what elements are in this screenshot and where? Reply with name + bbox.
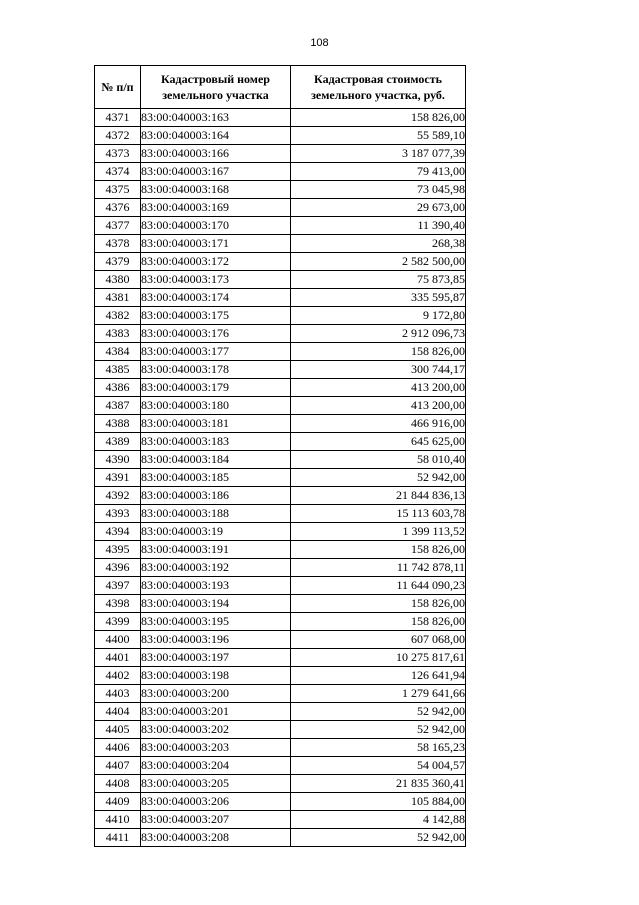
row-number: 4383: [95, 325, 141, 343]
header-num: № п/п: [95, 66, 141, 109]
table-row: [95, 487, 466, 505]
table-row: [95, 343, 466, 361]
row-number: 4392: [95, 487, 141, 505]
cadastral-value-table: [94, 65, 466, 847]
cadastral-value: 158 826,00: [291, 595, 466, 613]
table-row: [95, 163, 466, 181]
table-row: [95, 595, 466, 613]
row-number: 4401: [95, 649, 141, 667]
table-body: [95, 109, 466, 847]
cadastral-value: 11 390,40: [291, 217, 466, 235]
table-row: [95, 613, 466, 631]
table-header: [95, 66, 466, 109]
row-number: 4372: [95, 127, 141, 145]
cadastral-number: 83:00:040003:193: [141, 577, 291, 595]
cadastral-number: 83:00:040003:175: [141, 307, 291, 325]
cadastral-value: 73 045,98: [291, 181, 466, 199]
cadastral-number: 83:00:040003:191: [141, 541, 291, 559]
cadastral-value: 158 826,00: [291, 541, 466, 559]
cadastral-value: 158 826,00: [291, 343, 466, 361]
cadastral-value: 268,38: [291, 235, 466, 253]
cadastral-number: 83:00:040003:184: [141, 451, 291, 469]
cadastral-number: 83:00:040003:173: [141, 271, 291, 289]
cadastral-value: 413 200,00: [291, 397, 466, 415]
table-row: [95, 649, 466, 667]
row-number: 4408: [95, 775, 141, 793]
cadastral-value: 21 835 360,41: [291, 775, 466, 793]
row-number: 4403: [95, 685, 141, 703]
cadastral-value: 52 942,00: [291, 829, 466, 847]
page-number: 108: [310, 37, 329, 49]
row-number: 4371: [95, 109, 141, 127]
cadastral-value: 335 595,87: [291, 289, 466, 307]
table-row: [95, 181, 466, 199]
header-row: [95, 66, 466, 109]
row-number: 4385: [95, 361, 141, 379]
row-number: 4379: [95, 253, 141, 271]
cadastral-number: 83:00:040003:204: [141, 757, 291, 775]
table-row: [95, 793, 466, 811]
row-number: 4410: [95, 811, 141, 829]
row-number: 4380: [95, 271, 141, 289]
cadastral-value: 58 010,40: [291, 451, 466, 469]
cadastral-value: 158 826,00: [291, 109, 466, 127]
table-row: [95, 199, 466, 217]
row-number: 4406: [95, 739, 141, 757]
row-number: 4375: [95, 181, 141, 199]
cadastral-value: 11 644 090,23: [291, 577, 466, 595]
cadastral-value: 9 172,80: [291, 307, 466, 325]
cadastral-number: 83:00:040003:196: [141, 631, 291, 649]
cadastral-value: 126 641,94: [291, 667, 466, 685]
cadastral-value: 1 399 113,52: [291, 523, 466, 541]
table-row: [95, 271, 466, 289]
table-row: [95, 235, 466, 253]
table-row: [95, 325, 466, 343]
table-row: [95, 217, 466, 235]
table-row: [95, 811, 466, 829]
row-number: 4393: [95, 505, 141, 523]
cadastral-number: 83:00:040003:170: [141, 217, 291, 235]
cadastral-value: 4 142,88: [291, 811, 466, 829]
row-number: 4386: [95, 379, 141, 397]
cadastral-value: 52 942,00: [291, 469, 466, 487]
cadastral-number: 83:00:040003:207: [141, 811, 291, 829]
table-row: [95, 289, 466, 307]
cadastral-number: 83:00:040003:198: [141, 667, 291, 685]
table-row: [95, 253, 466, 271]
cadastral-value: 300 744,17: [291, 361, 466, 379]
table-row: [95, 721, 466, 739]
row-number: 4381: [95, 289, 141, 307]
cadastral-number: 83:00:040003:201: [141, 703, 291, 721]
row-number: 4398: [95, 595, 141, 613]
table-row: [95, 397, 466, 415]
table-row: [95, 829, 466, 847]
row-number: 4394: [95, 523, 141, 541]
cadastral-value: 54 004,57: [291, 757, 466, 775]
cadastral-number: 83:00:040003:200: [141, 685, 291, 703]
table-row: [95, 523, 466, 541]
cadastral-value: 52 942,00: [291, 721, 466, 739]
row-number: 4384: [95, 343, 141, 361]
row-number: 4409: [95, 793, 141, 811]
row-number: 4382: [95, 307, 141, 325]
cadastral-value: 158 826,00: [291, 613, 466, 631]
row-number: 4405: [95, 721, 141, 739]
row-number: 4388: [95, 415, 141, 433]
cadastral-number: 83:00:040003:178: [141, 361, 291, 379]
table-row: [95, 361, 466, 379]
cadastral-number: 83:00:040003:168: [141, 181, 291, 199]
cadastral-value: 607 068,00: [291, 631, 466, 649]
cadastral-number: 83:00:040003:164: [141, 127, 291, 145]
row-number: 4373: [95, 145, 141, 163]
cadastral-value: 413 200,00: [291, 379, 466, 397]
row-number: 4404: [95, 703, 141, 721]
cadastral-value: 645 625,00: [291, 433, 466, 451]
row-number: 4389: [95, 433, 141, 451]
table-row: [95, 433, 466, 451]
cadastral-number: 83:00:040003:206: [141, 793, 291, 811]
table-row: [95, 775, 466, 793]
cadastral-value: 2 912 096,73: [291, 325, 466, 343]
cadastral-value: 2 582 500,00: [291, 253, 466, 271]
row-number: 4397: [95, 577, 141, 595]
header-cadastral-number: Кадастровый номер земельного участка: [141, 66, 291, 109]
row-number: 4407: [95, 757, 141, 775]
cadastral-value: 466 916,00: [291, 415, 466, 433]
cadastral-number: 83:00:040003:179: [141, 379, 291, 397]
cadastral-number: 83:00:040003:186: [141, 487, 291, 505]
cadastral-number: 83:00:040003:181: [141, 415, 291, 433]
row-number: 4377: [95, 217, 141, 235]
cadastral-number: 83:00:040003:167: [141, 163, 291, 181]
cadastral-value: 79 413,00: [291, 163, 466, 181]
cadastral-value: 105 884,00: [291, 793, 466, 811]
cadastral-number: 83:00:040003:208: [141, 829, 291, 847]
cadastral-number: 83:00:040003:172: [141, 253, 291, 271]
cadastral-number: 83:00:040003:171: [141, 235, 291, 253]
table-row: [95, 685, 466, 703]
table-row: [95, 631, 466, 649]
table-row: [95, 469, 466, 487]
cadastral-number: 83:00:040003:180: [141, 397, 291, 415]
row-number: 4376: [95, 199, 141, 217]
cadastral-value: 29 673,00: [291, 199, 466, 217]
cadastral-number: 83:00:040003:176: [141, 325, 291, 343]
table-row: [95, 703, 466, 721]
row-number: 4402: [95, 667, 141, 685]
row-number: 4378: [95, 235, 141, 253]
cadastral-value: 1 279 641,66: [291, 685, 466, 703]
row-number: 4411: [95, 829, 141, 847]
cadastral-number: 83:00:040003:202: [141, 721, 291, 739]
cadastral-number: 83:00:040003:183: [141, 433, 291, 451]
cadastral-value: 3 187 077,39: [291, 145, 466, 163]
table-row: [95, 307, 466, 325]
cadastral-number: 83:00:040003:192: [141, 559, 291, 577]
table-row: [95, 667, 466, 685]
table-row: [95, 559, 466, 577]
cadastral-number: 83:00:040003:195: [141, 613, 291, 631]
table-row: [95, 145, 466, 163]
table-row: [95, 739, 466, 757]
table-row: [95, 127, 466, 145]
table-row: [95, 109, 466, 127]
cadastral-number: 83:00:040003:185: [141, 469, 291, 487]
header-cadastral-value: Кадастровая стоимость земельного участка, руб.: [291, 66, 466, 109]
cadastral-value: 52 942,00: [291, 703, 466, 721]
cadastral-number: 83:00:040003:188: [141, 505, 291, 523]
cadastral-number: 83:00:040003:203: [141, 739, 291, 757]
table-row: [95, 541, 466, 559]
cadastral-number: 83:00:040003:177: [141, 343, 291, 361]
cadastral-value: 55 589,10: [291, 127, 466, 145]
row-number: 4387: [95, 397, 141, 415]
table-row: [95, 577, 466, 595]
row-number: 4374: [95, 163, 141, 181]
row-number: 4395: [95, 541, 141, 559]
row-number: 4396: [95, 559, 141, 577]
table-row: [95, 505, 466, 523]
cadastral-number: 83:00:040003:174: [141, 289, 291, 307]
cadastral-value: 11 742 878,11: [291, 559, 466, 577]
cadastral-number: 83:00:040003:194: [141, 595, 291, 613]
cadastral-number: 83:00:040003:169: [141, 199, 291, 217]
row-number: 4399: [95, 613, 141, 631]
table-row: [95, 757, 466, 775]
cadastral-number: 83:00:040003:205: [141, 775, 291, 793]
row-number: 4391: [95, 469, 141, 487]
table-row: [95, 379, 466, 397]
table-row: [95, 451, 466, 469]
cadastral-number: 83:00:040003:19: [141, 523, 291, 541]
cadastral-value: 75 873,85: [291, 271, 466, 289]
cadastral-number: 83:00:040003:163: [141, 109, 291, 127]
cadastral-value: 21 844 836,13: [291, 487, 466, 505]
cadastral-value: 58 165,23: [291, 739, 466, 757]
cadastral-number: 83:00:040003:197: [141, 649, 291, 667]
table-row: [95, 415, 466, 433]
cadastral-value: 10 275 817,61: [291, 649, 466, 667]
row-number: 4400: [95, 631, 141, 649]
cadastral-number: 83:00:040003:166: [141, 145, 291, 163]
cadastral-value: 15 113 603,78: [291, 505, 466, 523]
row-number: 4390: [95, 451, 141, 469]
